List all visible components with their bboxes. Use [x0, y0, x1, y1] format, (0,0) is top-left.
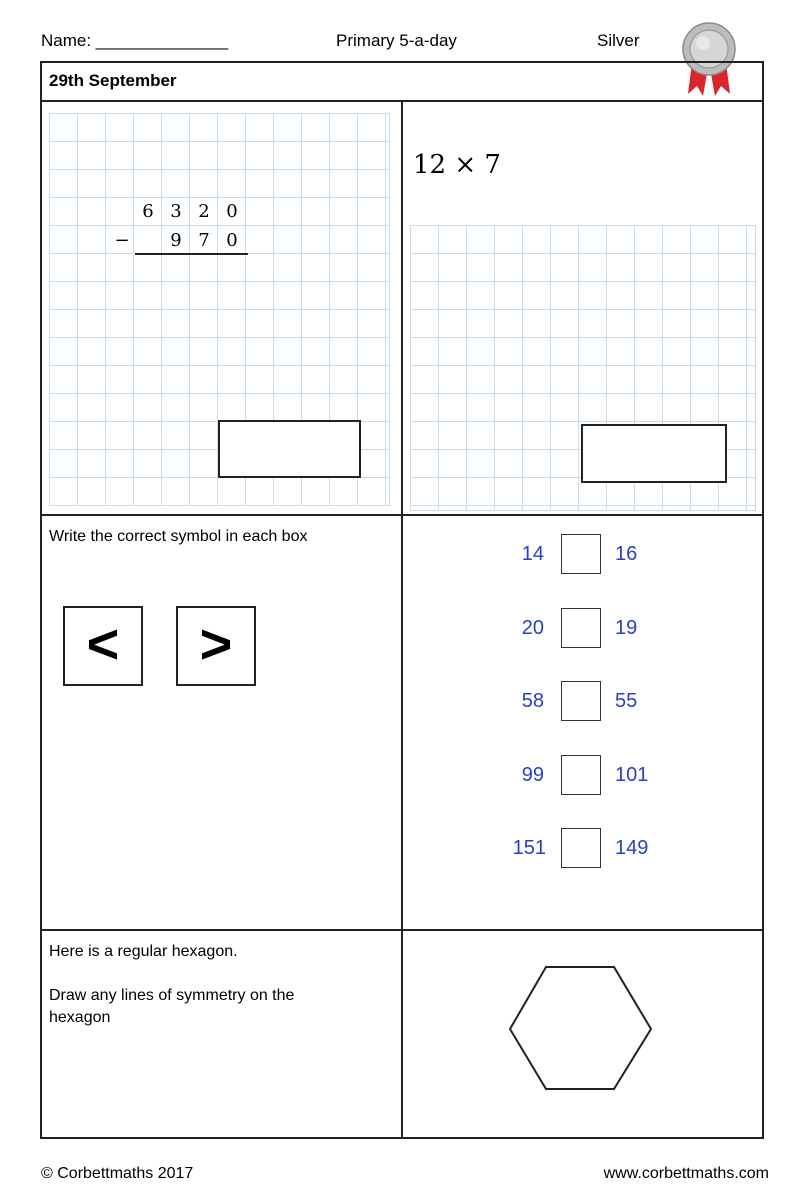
- q4-instruction: Draw any lines of symmetry on the hexagon: [49, 987, 295, 1026]
- q3-compare-3-left: 58: [521, 690, 544, 712]
- level-label: Silver: [597, 31, 640, 50]
- q3-compare-4-left: 99: [521, 764, 544, 786]
- q3-compare-2-right: 19: [615, 617, 638, 639]
- q3-compare-1-left: 14: [521, 543, 544, 565]
- q2-expression: 12 × 7: [413, 150, 501, 180]
- q1-bottom-digit-units: 0: [226, 230, 238, 251]
- q3-compare-1-box[interactable]: [561, 534, 601, 574]
- q3-compare-3-box[interactable]: [561, 681, 601, 721]
- q1-minus-sign: −: [114, 230, 130, 251]
- q3-compare-4-right: 101: [615, 764, 649, 786]
- regular-hexagon-shape[interactable]: [505, 962, 655, 1094]
- less-than-symbol-card: <: [63, 606, 143, 686]
- q3-compare-2-box[interactable]: [561, 608, 601, 648]
- q4-intro: Here is a regular hexagon.: [49, 943, 238, 960]
- footer-copyright: © Corbettmaths 2017: [41, 1165, 194, 1182]
- q1-top-digit-thousands: 6: [142, 201, 154, 222]
- q1-top-digit-hundreds: 3: [170, 201, 182, 222]
- frame-left: [40, 61, 42, 1139]
- q1-answer-line: [135, 253, 248, 255]
- q3-compare-3-right: 55: [615, 690, 638, 712]
- name-field-label: Name: ______________: [41, 31, 229, 50]
- q3-compare-5-right: 149: [615, 837, 649, 859]
- silver-medal-icon: [678, 22, 740, 98]
- footer-website-link[interactable]: www.corbettmaths.com: [603, 1165, 769, 1182]
- q3-compare-2-left: 20: [521, 617, 544, 639]
- q1-bottom-digit-tens: 7: [198, 230, 210, 251]
- q2-answer-box[interactable]: [581, 424, 727, 483]
- q1-top-digit-units: 0: [226, 201, 238, 222]
- q1-answer-box[interactable]: [218, 420, 361, 478]
- q1-top-digit-tens: 2: [198, 201, 210, 222]
- frame-top: [40, 61, 764, 63]
- worksheet-title: Primary 5-a-day: [336, 31, 457, 50]
- q1-bottom-digit-hundreds: 9: [170, 230, 182, 251]
- date-heading: 29th September: [49, 71, 177, 90]
- frame-right: [762, 61, 764, 1139]
- q3-compare-1-right: 16: [615, 543, 638, 565]
- q3-instruction: Write the correct symbol in each box: [49, 528, 308, 545]
- column-divider: [401, 100, 403, 1139]
- greater-than-symbol-card: >: [176, 606, 256, 686]
- q3-compare-5-box[interactable]: [561, 828, 601, 868]
- q3-compare-4-box[interactable]: [561, 755, 601, 795]
- q3-compare-5-left: 151: [512, 837, 546, 859]
